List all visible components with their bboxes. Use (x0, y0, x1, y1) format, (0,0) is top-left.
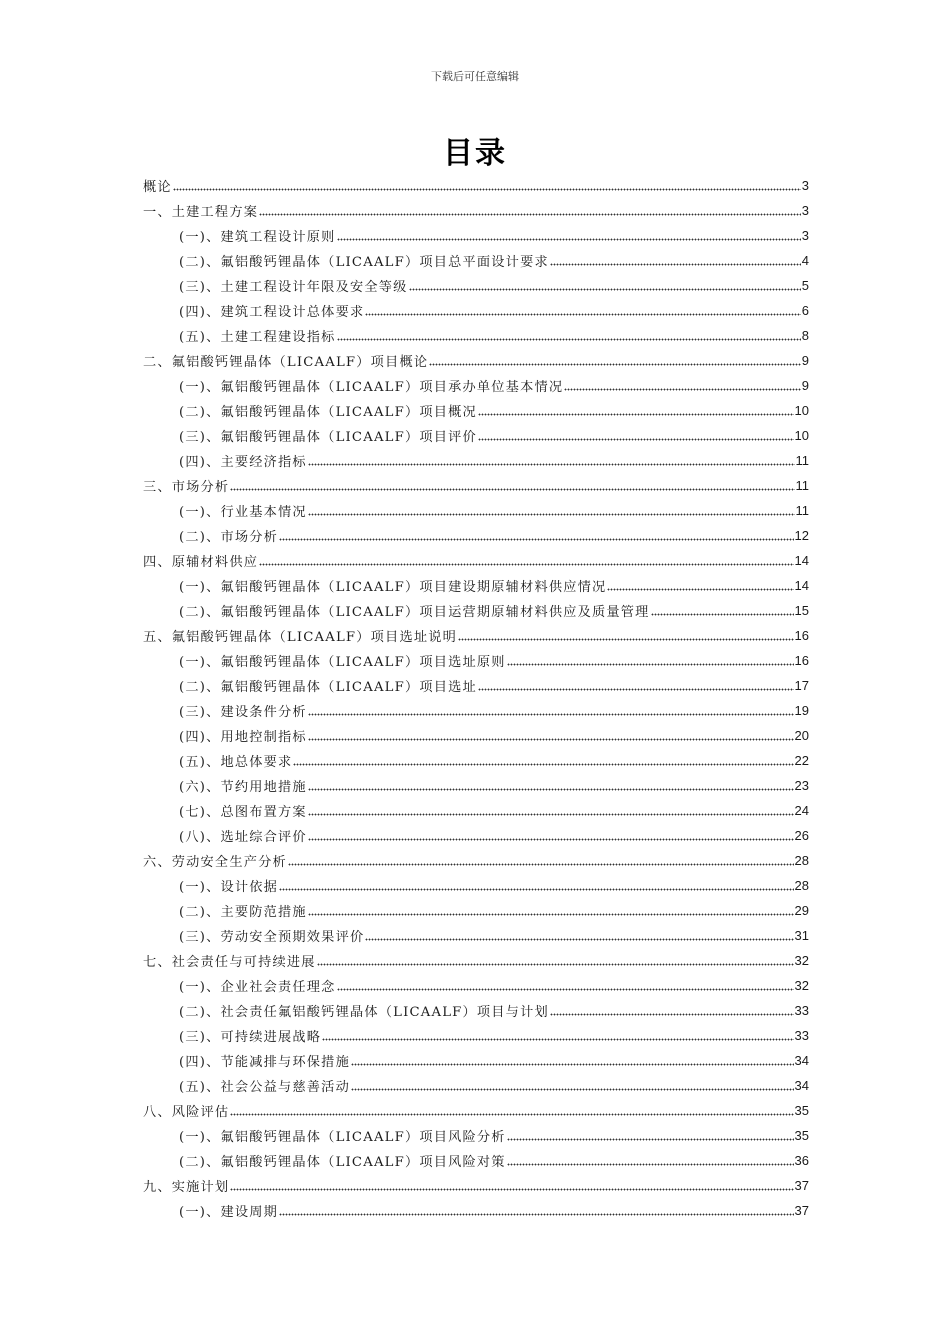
toc-dot-leader (365, 298, 800, 323)
toc-entry[interactable] (143, 373, 809, 398)
toc-entry[interactable] (143, 1148, 809, 1173)
toc-dot-leader (351, 1048, 794, 1073)
toc-dot-leader (279, 523, 794, 548)
toc-entry-text: (二)、氟铝酸钙锂晶体（LICAALF）项目选址 (179, 680, 477, 695)
toc-entry-text: (五)、社会公益与慈善活动 (179, 1080, 350, 1095)
toc-entry[interactable] (143, 798, 809, 823)
toc-page-number: 35 (794, 1103, 809, 1118)
toc-dot-leader (351, 1073, 794, 1098)
toc-entry-text: (二)、氟铝酸钙锂晶体（LICAALF）项目总平面设计要求 (179, 255, 549, 270)
toc-entry[interactable] (143, 673, 809, 698)
toc-dot-leader (607, 573, 793, 598)
toc-entry[interactable] (143, 523, 809, 548)
toc-page-number: 10 (794, 403, 809, 418)
toc-entry-text: (三)、可持续进展战略 (179, 1030, 322, 1045)
toc-page-number: 33 (794, 1028, 809, 1043)
toc-page-number: 5 (801, 278, 809, 293)
toc-dot-leader (259, 548, 793, 573)
toc-page-number: 16 (794, 628, 809, 643)
toc-dot-leader (308, 798, 794, 823)
toc-dot-leader (409, 273, 801, 298)
toc-entry-text: 二、氟铝酸钙锂晶体（LICAALF）项目概论 (143, 355, 429, 370)
toc-entry[interactable] (143, 548, 809, 573)
toc-entry[interactable] (143, 298, 809, 323)
toc-dot-leader (230, 1173, 793, 1198)
toc-page-number: 6 (801, 303, 809, 318)
toc-entry[interactable] (143, 498, 809, 523)
toc-dot-leader (279, 1198, 794, 1223)
toc-entry-text: 概论 (143, 180, 172, 195)
toc-entry-text: (三)、劳动安全预期效果评价 (179, 930, 365, 945)
toc-dot-leader (337, 973, 794, 998)
toc-entry[interactable] (143, 1098, 809, 1123)
toc-dot-leader (507, 1148, 794, 1173)
toc-entry[interactable] (143, 348, 809, 373)
toc-entry-text: (四)、用地控制指标 (179, 730, 307, 745)
toc-page-number: 15 (794, 603, 809, 618)
toc-entry-text: (四)、节能减排与环保措施 (179, 1055, 350, 1070)
toc-page-number: 24 (794, 803, 809, 818)
toc-entry[interactable] (143, 998, 809, 1023)
toc-page-number: 26 (794, 828, 809, 843)
toc-dot-leader (308, 723, 794, 748)
toc-entry-text: (三)、建设条件分析 (179, 705, 307, 720)
toc-entry-text: (一)、氟铝酸钙锂晶体（LICAALF）项目承办单位基本情况 (179, 380, 564, 395)
toc-entry-text: (一)、企业社会责任理念 (179, 980, 336, 995)
toc-page-number: 33 (794, 1003, 809, 1018)
toc-entry[interactable] (143, 198, 809, 223)
toc-entry-text: (一)、建设周期 (179, 1205, 279, 1220)
toc-page-number: 28 (794, 853, 809, 868)
toc-entry-text: 七、社会责任与可持续进展 (143, 955, 316, 970)
toc-dot-leader (337, 223, 801, 248)
toc-page-number: 17 (794, 678, 809, 693)
toc-entry-text: (一)、建筑工程设计原则 (179, 230, 336, 245)
toc-dot-leader (564, 373, 801, 398)
toc-entry[interactable] (143, 773, 809, 798)
toc-entry-text: (一)、氟铝酸钙锂晶体（LICAALF）项目选址原则 (179, 655, 506, 670)
toc-page-number: 28 (794, 878, 809, 893)
toc-entry-text: 三、市场分析 (143, 480, 230, 495)
toc-entry[interactable] (143, 1173, 809, 1198)
toc-entry[interactable] (143, 748, 809, 773)
toc-page-number: 14 (794, 578, 809, 593)
toc-entry[interactable] (143, 1123, 809, 1148)
toc-dot-leader (288, 848, 794, 873)
toc-page-number: 11 (795, 478, 809, 493)
toc-page-number: 16 (794, 653, 809, 668)
toc-entry-text: (二)、市场分析 (179, 530, 279, 545)
toc-entry[interactable] (143, 848, 809, 873)
toc-page-number: 37 (794, 1178, 809, 1193)
toc-dot-leader (478, 423, 794, 448)
toc-entry-text: (四)、建筑工程设计总体要求 (179, 305, 365, 320)
toc-dot-leader (365, 923, 793, 948)
toc-page-number: 31 (794, 928, 809, 943)
toc-title: 目录 (443, 136, 507, 171)
toc-dot-leader (308, 898, 794, 923)
toc-entry-text: (三)、氟铝酸钙锂晶体（LICAALF）项目评价 (179, 430, 477, 445)
toc-dot-leader (308, 448, 795, 473)
toc-dot-leader (429, 348, 801, 373)
toc-page-number: 29 (794, 903, 809, 918)
toc-entry-text: (五)、土建工程建设指标 (179, 330, 336, 345)
toc-entry[interactable] (143, 698, 809, 723)
toc-entry[interactable] (143, 448, 809, 473)
toc-dot-leader (259, 198, 801, 223)
toc-page-number: 35 (794, 1128, 809, 1143)
toc-entry-text: (七)、总图布置方案 (179, 805, 307, 820)
toc-entry[interactable] (143, 598, 809, 623)
toc-dot-leader (230, 1098, 793, 1123)
toc-list (143, 173, 809, 1223)
toc-page-number: 32 (794, 953, 809, 968)
toc-entry[interactable] (143, 398, 809, 423)
toc-entry-text: (五)、地总体要求 (179, 755, 293, 770)
toc-page-number: 23 (794, 778, 809, 793)
toc-entry-text: (二)、社会责任氟铝酸钙锂晶体（LICAALF）项目与计划 (179, 1005, 549, 1020)
toc-entry[interactable] (143, 1023, 809, 1048)
toc-dot-leader (651, 598, 794, 623)
toc-dot-leader (293, 748, 793, 773)
toc-entry[interactable] (143, 173, 809, 198)
toc-entry-text: (二)、氟铝酸钙锂晶体（LICAALF）项目风险对策 (179, 1155, 506, 1170)
toc-entry[interactable] (143, 898, 809, 923)
toc-page-number: 36 (794, 1153, 809, 1168)
toc-entry-text: (一)、氟铝酸钙锂晶体（LICAALF）项目风险分析 (179, 1130, 506, 1145)
toc-entry-text: (六)、节约用地措施 (179, 780, 307, 795)
toc-page-number: 4 (801, 253, 809, 268)
toc-page-number: 3 (801, 203, 809, 218)
toc-entry[interactable] (143, 1073, 809, 1098)
toc-dot-leader (317, 948, 794, 973)
toc-entry-text: (一)、行业基本情况 (179, 505, 307, 520)
toc-entry-text: (八)、选址综合评价 (179, 830, 307, 845)
toc-entry-text: 六、劳动安全生产分析 (143, 855, 287, 870)
toc-entry[interactable] (143, 1048, 809, 1073)
toc-page-number: 22 (794, 753, 809, 768)
toc-dot-leader (322, 1023, 793, 1048)
toc-page-number: 20 (794, 728, 809, 743)
toc-entry[interactable] (143, 623, 809, 648)
toc-page-number: 37 (794, 1203, 809, 1218)
toc-entry-text: 一、土建工程方案 (143, 205, 259, 220)
toc-page-number: 19 (794, 703, 809, 718)
toc-entry-text: (四)、主要经济指标 (179, 455, 307, 470)
toc-entry-text: (二)、氟铝酸钙锂晶体（LICAALF）项目概况 (179, 405, 477, 420)
toc-page-number: 34 (794, 1053, 809, 1068)
toc-page-number: 9 (801, 353, 809, 368)
toc-entry[interactable] (143, 823, 809, 848)
toc-page-number: 3 (801, 178, 809, 193)
toc-entry-text: 五、氟铝酸钙锂晶体（LICAALF）项目选址说明 (143, 630, 457, 645)
toc-page-number: 10 (794, 428, 809, 443)
toc-entry-text: 四、原辅材料供应 (143, 555, 259, 570)
toc-entry-text: (二)、主要防范措施 (179, 905, 307, 920)
toc-page-number: 8 (801, 328, 809, 343)
toc-entry-text: 八、风险评估 (143, 1105, 230, 1120)
toc-dot-leader (478, 398, 794, 423)
toc-page-number: 14 (794, 553, 809, 568)
toc-dot-leader (308, 823, 794, 848)
toc-entry-text: (二)、氟铝酸钙锂晶体（LICAALF）项目运营期原辅材料供应及质量管理 (179, 605, 650, 620)
toc-entry[interactable] (143, 423, 809, 448)
toc-dot-leader (173, 173, 801, 198)
toc-entry-text: (三)、土建工程设计年限及安全等级 (179, 280, 408, 295)
page-header-note: 下载后可任意编辑 (431, 70, 519, 83)
toc-dot-leader (550, 998, 794, 1023)
toc-page-number: 11 (795, 453, 809, 468)
toc-dot-leader (550, 248, 801, 273)
toc-entry[interactable] (143, 648, 809, 673)
toc-entry[interactable] (143, 948, 809, 973)
toc-dot-leader (507, 1123, 794, 1148)
toc-dot-leader (308, 498, 795, 523)
toc-entry-text: 九、实施计划 (143, 1180, 230, 1195)
toc-dot-leader (478, 673, 794, 698)
toc-page-number: 11 (795, 503, 809, 518)
toc-entry[interactable] (143, 923, 809, 948)
toc-entry-text: (一)、设计依据 (179, 880, 279, 895)
toc-dot-leader (279, 873, 794, 898)
toc-dot-leader (337, 323, 801, 348)
toc-dot-leader (230, 473, 794, 498)
toc-entry[interactable] (143, 1198, 809, 1223)
toc-page-number: 12 (794, 528, 809, 543)
toc-entry[interactable] (143, 723, 809, 748)
toc-page-number: 9 (801, 378, 809, 393)
toc-page-number: 32 (794, 978, 809, 993)
toc-entry[interactable] (143, 473, 809, 498)
toc-dot-leader (458, 623, 794, 648)
toc-entry[interactable] (143, 273, 809, 298)
toc-entry-text: (一)、氟铝酸钙锂晶体（LICAALF）项目建设期原辅材料供应情况 (179, 580, 607, 595)
toc-entry[interactable] (143, 248, 809, 273)
toc-entry[interactable] (143, 873, 809, 898)
toc-entry[interactable] (143, 973, 809, 998)
toc-entry[interactable] (143, 223, 809, 248)
toc-entry[interactable] (143, 323, 809, 348)
toc-dot-leader (308, 698, 794, 723)
toc-page-number: 3 (801, 228, 809, 243)
toc-dot-leader (507, 648, 794, 673)
toc-page-number: 34 (794, 1078, 809, 1093)
toc-entry[interactable] (143, 573, 809, 598)
toc-dot-leader (308, 773, 794, 798)
